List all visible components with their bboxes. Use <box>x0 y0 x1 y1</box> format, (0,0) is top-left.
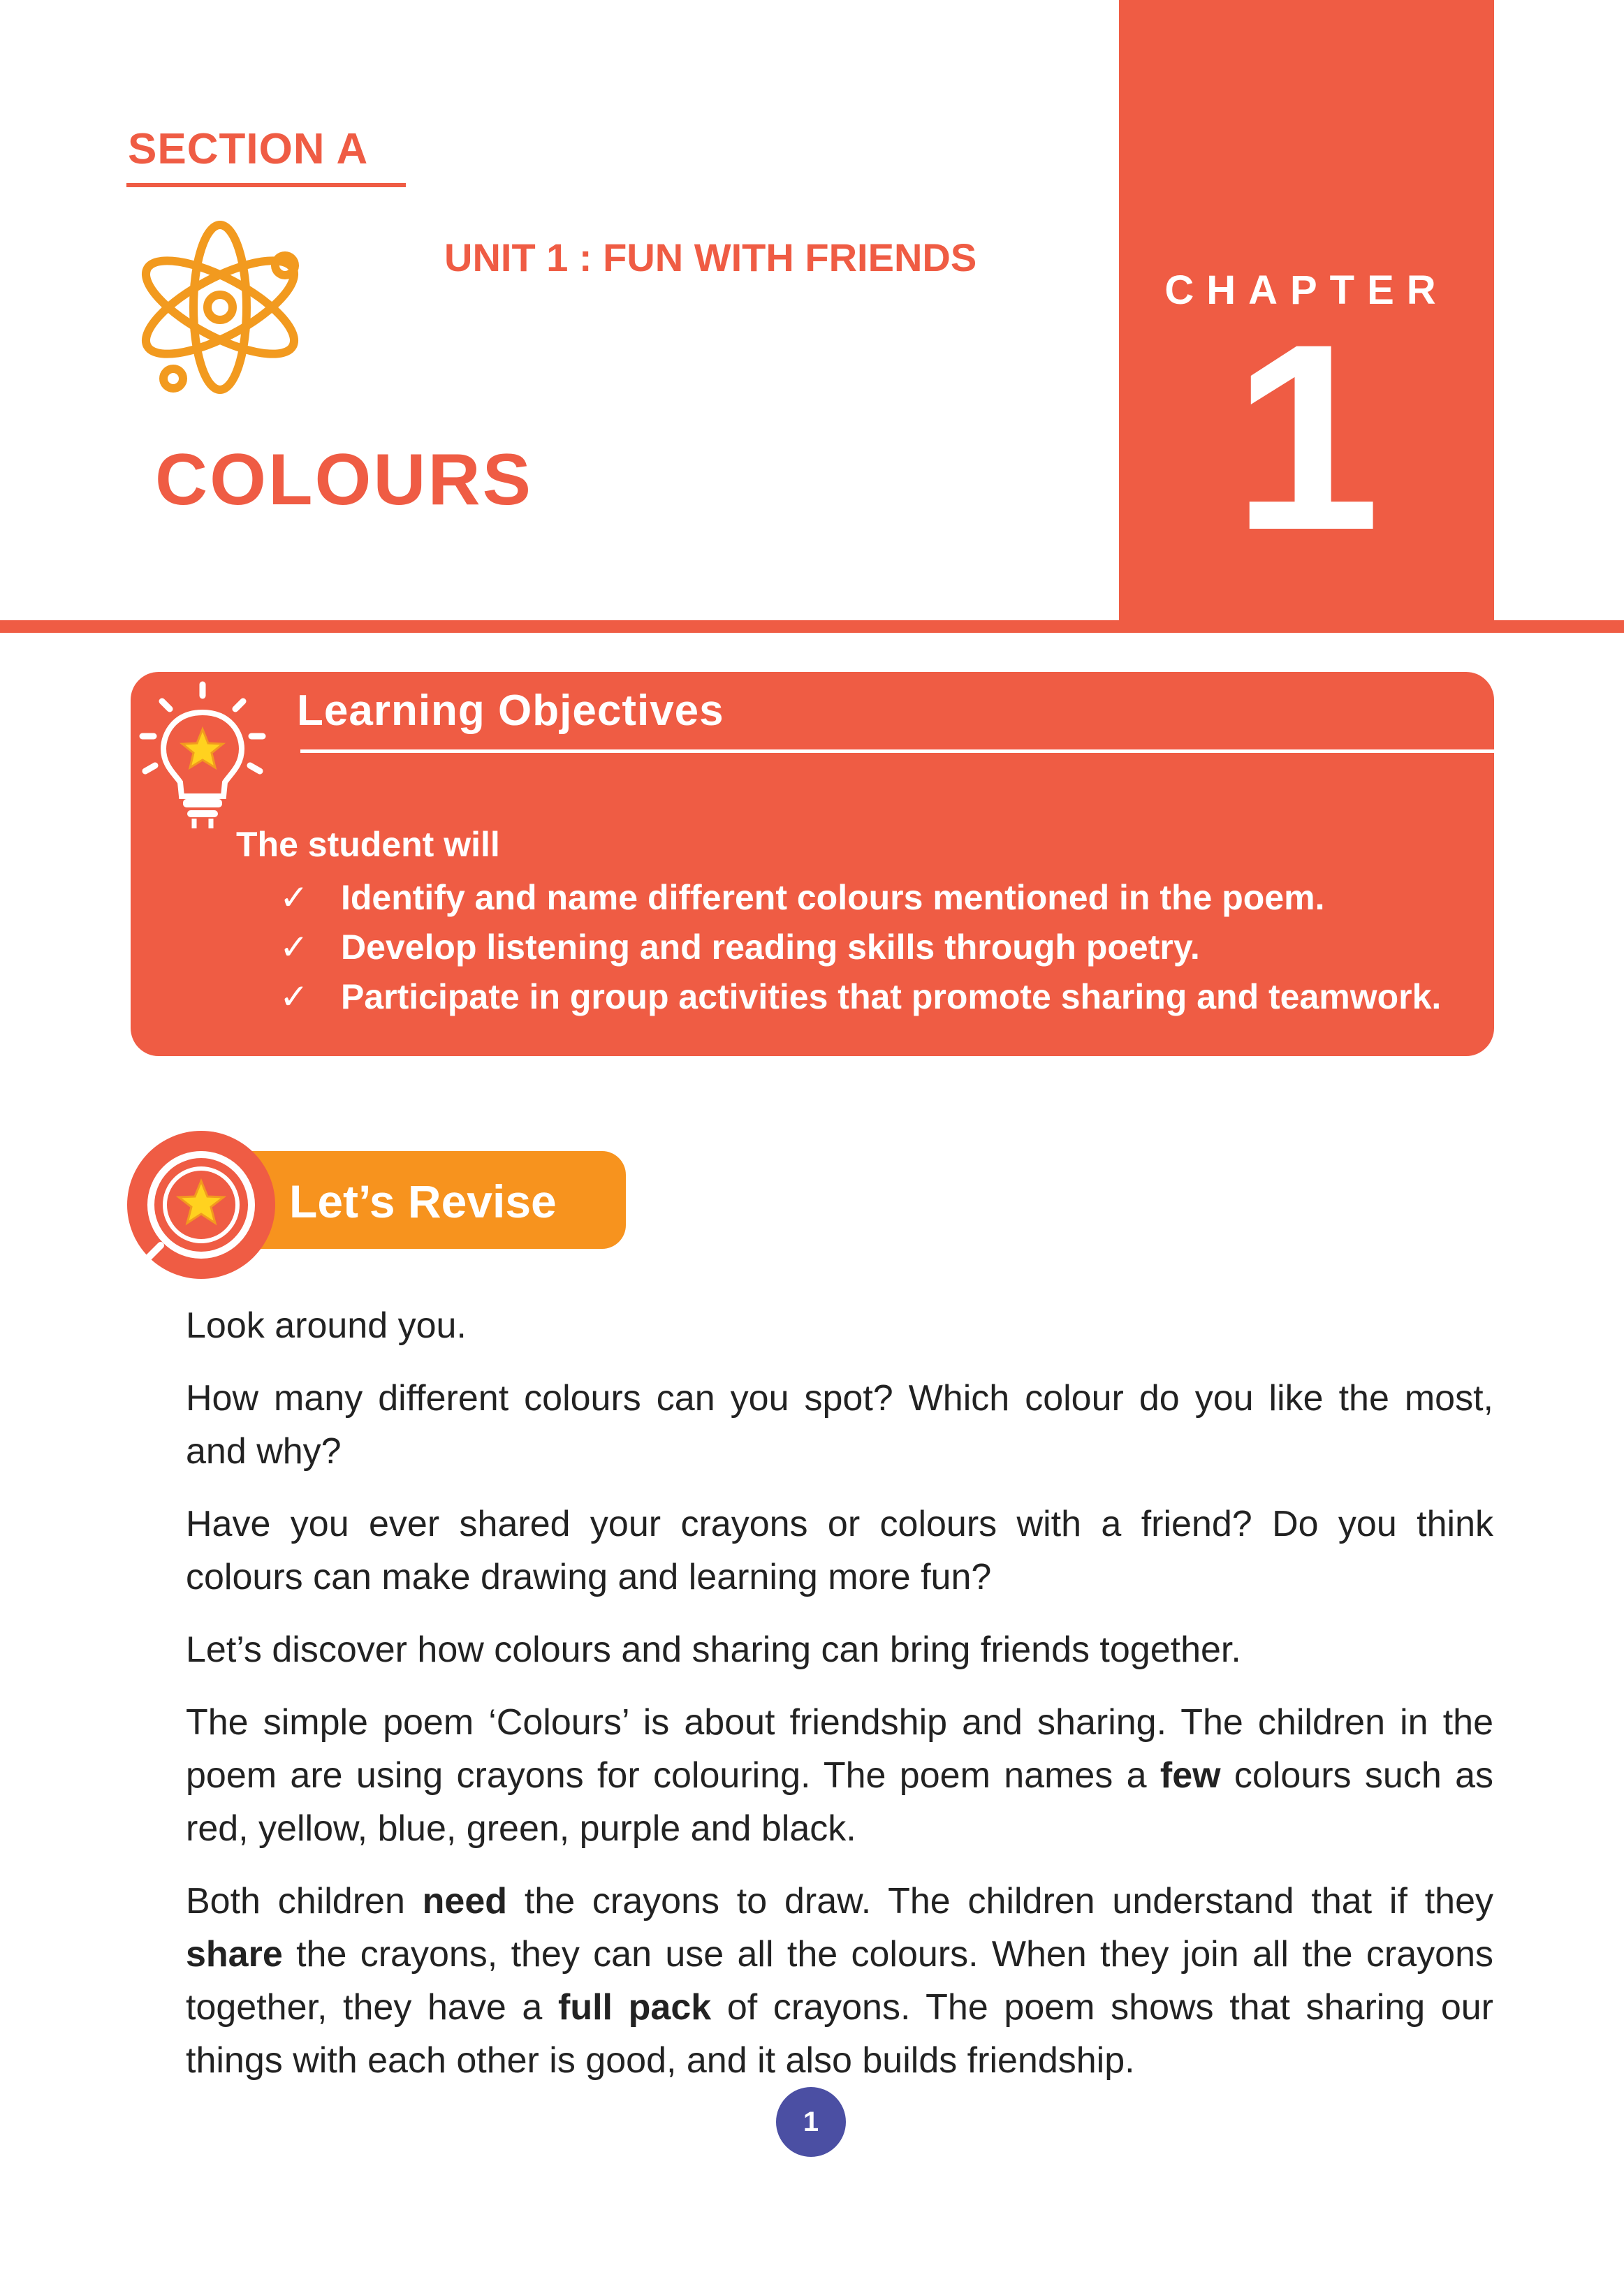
objective-item <box>279 972 1441 1022</box>
check-icon: ✓ <box>279 878 309 917</box>
objective-item <box>279 873 1441 923</box>
objectives-list <box>279 873 1441 1022</box>
revise-body <box>186 1299 1493 2107</box>
bold-term: full pack <box>558 1987 712 2028</box>
body-paragraph-3: Have you ever shared your crayons or colours with a friend? Do you think colours can make drawing and learning more fun? <box>186 1504 1493 1597</box>
text-run: of crayons. The poem shows that sharing our things with each other is good, and it also builds friendship. <box>186 1987 1493 2081</box>
atom-icon <box>126 203 314 398</box>
chapter-title: COLOURS <box>155 439 533 520</box>
body-paragraph-2: How many different colours can you spot? Which colour do you like the most, and why? <box>186 1378 1493 1472</box>
objective-text: Develop listening and reading skills through poetry. <box>341 928 1200 967</box>
objectives-intro: The student will <box>236 825 500 864</box>
lets-revise-heading: Let’s Revise <box>289 1176 557 1227</box>
bold-term: few <box>1160 1755 1221 1796</box>
body-paragraph-5 <box>186 1696 1493 1855</box>
magnifier-star-icon <box>117 1128 278 1289</box>
body-paragraph-6 <box>186 1875 1493 2087</box>
bold-term: share <box>186 1934 283 1975</box>
lightbulb-star-icon <box>133 679 272 833</box>
text-run: Both children <box>186 1881 423 1921</box>
objective-text: Identify and name different colours mentioned in the poem. <box>341 878 1325 917</box>
bold-term: need <box>422 1881 508 1921</box>
learning-objectives-heading: Learning Objectives <box>297 687 724 735</box>
text-run: the crayons to draw. The children understand that if they <box>507 1881 1494 1921</box>
objective-item <box>279 923 1441 972</box>
text-run: colours such as red, yellow, blue, green, purple and black. <box>186 1755 1493 1849</box>
learning-objectives-rule <box>300 749 1494 753</box>
unit-title: UNIT 1 : FUN WITH FRIENDS <box>444 235 977 279</box>
text-run: the crayons, they can use all the colours. When they join all the crayons together, they have a <box>186 1934 1493 2028</box>
chapter-label: CHAPTER <box>1164 268 1449 313</box>
objective-text: Participate in group activities that promote sharing and teamwork. <box>341 977 1442 1016</box>
page-number: 1 <box>776 2087 846 2157</box>
header-divider <box>0 620 1624 633</box>
check-icon: ✓ <box>279 928 309 967</box>
body-paragraph-4: Let’s discover how colours and sharing can bring friends together. <box>186 1630 1241 1670</box>
text-run: The simple poem ‘Colours’ is about friendship and sharing. The children in the poem are using crayons for colouring. The poem names a <box>186 1702 1493 1796</box>
body-paragraph-1: Look around you. <box>186 1305 467 1346</box>
section-label: SECTION A <box>128 125 369 173</box>
check-icon: ✓ <box>279 977 309 1016</box>
chapter-number: 1 <box>1232 288 1381 585</box>
section-underline <box>126 183 406 187</box>
